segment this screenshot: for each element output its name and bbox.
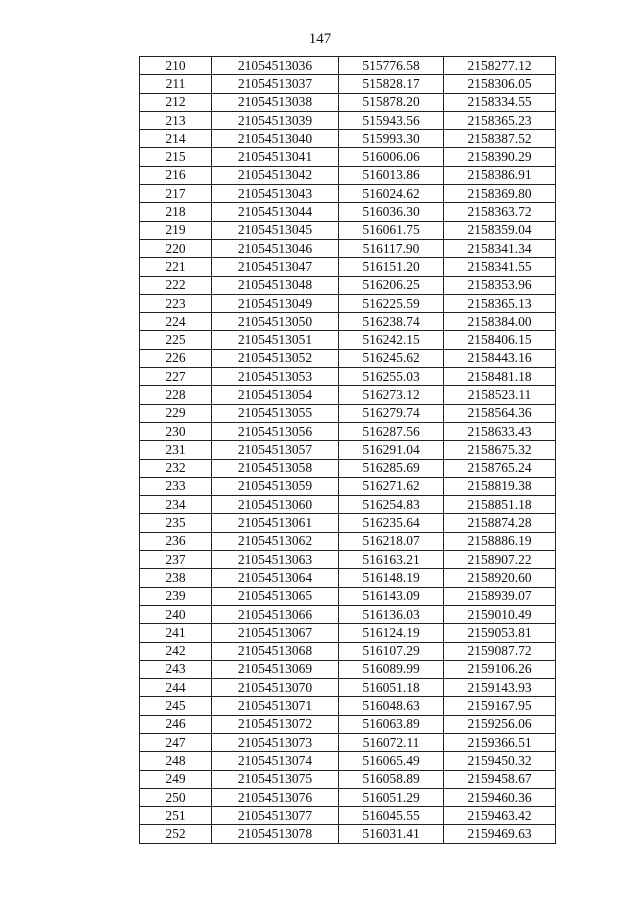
point-number-cell: 225 [140, 331, 212, 349]
y-coordinate-cell: 2158334.55 [444, 93, 556, 111]
table-row [140, 203, 556, 221]
x-coordinate-cell: 515828.17 [339, 75, 444, 93]
x-coordinate-cell: 516148.19 [339, 569, 444, 587]
y-coordinate-cell: 2159053.81 [444, 624, 556, 642]
table-row [140, 569, 556, 587]
point-number-cell: 210 [140, 57, 212, 75]
table-row [140, 294, 556, 312]
point-number-cell: 218 [140, 203, 212, 221]
point-code-cell: 21054513058 [212, 459, 339, 477]
point-code-cell: 21054513045 [212, 221, 339, 239]
y-coordinate-cell: 2158277.12 [444, 57, 556, 75]
point-code-cell: 21054513055 [212, 404, 339, 422]
x-coordinate-cell: 516063.89 [339, 715, 444, 733]
point-code-cell: 21054513073 [212, 733, 339, 751]
point-code-cell: 21054513059 [212, 477, 339, 495]
table-row [140, 313, 556, 331]
y-coordinate-cell: 2159106.26 [444, 660, 556, 678]
x-coordinate-cell: 516013.86 [339, 166, 444, 184]
point-number-cell: 221 [140, 258, 212, 276]
table-row [140, 733, 556, 751]
y-coordinate-cell: 2158365.13 [444, 294, 556, 312]
point-number-cell: 237 [140, 551, 212, 569]
x-coordinate-cell: 516006.06 [339, 148, 444, 166]
point-number-cell: 232 [140, 459, 212, 477]
table-row [140, 221, 556, 239]
point-number-cell: 230 [140, 422, 212, 440]
table-row [140, 605, 556, 623]
x-coordinate-cell: 516089.99 [339, 660, 444, 678]
point-number-cell: 244 [140, 679, 212, 697]
point-code-cell: 21054513040 [212, 130, 339, 148]
x-coordinate-cell: 516143.09 [339, 587, 444, 605]
x-coordinate-cell: 516124.19 [339, 624, 444, 642]
x-coordinate-cell: 516245.62 [339, 349, 444, 367]
table-row [140, 697, 556, 715]
x-coordinate-cell: 516238.74 [339, 313, 444, 331]
table-row [140, 239, 556, 257]
x-coordinate-cell: 515943.56 [339, 111, 444, 129]
table-row [140, 642, 556, 660]
y-coordinate-cell: 2159087.72 [444, 642, 556, 660]
page-number: 147 [308, 31, 332, 47]
table-row [140, 441, 556, 459]
table-row [140, 258, 556, 276]
point-code-cell: 21054513044 [212, 203, 339, 221]
x-coordinate-cell: 515878.20 [339, 93, 444, 111]
y-coordinate-cell: 2158886.19 [444, 532, 556, 550]
table-row [140, 752, 556, 770]
table-row [140, 185, 556, 203]
table-row [140, 422, 556, 440]
x-coordinate-cell: 516136.03 [339, 605, 444, 623]
table-row [140, 624, 556, 642]
table-row [140, 331, 556, 349]
point-number-cell: 236 [140, 532, 212, 550]
x-coordinate-cell: 516072.11 [339, 733, 444, 751]
x-coordinate-cell: 516242.15 [339, 331, 444, 349]
y-coordinate-cell: 2158564.36 [444, 404, 556, 422]
table-row [140, 130, 556, 148]
x-coordinate-cell: 516058.89 [339, 770, 444, 788]
y-coordinate-cell: 2158365.23 [444, 111, 556, 129]
point-code-cell: 21054513069 [212, 660, 339, 678]
point-code-cell: 21054513060 [212, 496, 339, 514]
x-coordinate-cell: 516254.83 [339, 496, 444, 514]
point-number-cell: 239 [140, 587, 212, 605]
x-coordinate-cell: 516271.62 [339, 477, 444, 495]
table-row [140, 57, 556, 75]
point-number-cell: 238 [140, 569, 212, 587]
point-number-cell: 242 [140, 642, 212, 660]
point-number-cell: 248 [140, 752, 212, 770]
y-coordinate-cell: 2158387.52 [444, 130, 556, 148]
table-row [140, 404, 556, 422]
point-code-cell: 21054513067 [212, 624, 339, 642]
y-coordinate-cell: 2158369.80 [444, 185, 556, 203]
point-number-cell: 245 [140, 697, 212, 715]
table-row [140, 276, 556, 294]
table-row [140, 477, 556, 495]
point-number-cell: 233 [140, 477, 212, 495]
x-coordinate-cell: 516031.41 [339, 825, 444, 843]
y-coordinate-cell: 2158633.43 [444, 422, 556, 440]
x-coordinate-cell: 516206.25 [339, 276, 444, 294]
point-number-cell: 227 [140, 368, 212, 386]
y-coordinate-cell: 2159167.95 [444, 697, 556, 715]
point-code-cell: 21054513049 [212, 294, 339, 312]
point-code-cell: 21054513048 [212, 276, 339, 294]
y-coordinate-cell: 2158523.11 [444, 386, 556, 404]
coordinates-table-body [140, 57, 556, 844]
point-code-cell: 21054513066 [212, 605, 339, 623]
x-coordinate-cell: 516225.59 [339, 294, 444, 312]
table-row [140, 496, 556, 514]
point-number-cell: 234 [140, 496, 212, 514]
x-coordinate-cell: 516061.75 [339, 221, 444, 239]
table-row [140, 715, 556, 733]
table-row [140, 166, 556, 184]
point-code-cell: 21054513037 [212, 75, 339, 93]
point-code-cell: 21054513051 [212, 331, 339, 349]
point-number-cell: 226 [140, 349, 212, 367]
point-code-cell: 21054513042 [212, 166, 339, 184]
x-coordinate-cell: 516235.64 [339, 514, 444, 532]
point-number-cell: 246 [140, 715, 212, 733]
table-row [140, 660, 556, 678]
point-code-cell: 21054513078 [212, 825, 339, 843]
point-code-cell: 21054513065 [212, 587, 339, 605]
y-coordinate-cell: 2158386.91 [444, 166, 556, 184]
point-number-cell: 224 [140, 313, 212, 331]
x-coordinate-cell: 516036.30 [339, 203, 444, 221]
point-number-cell: 216 [140, 166, 212, 184]
point-number-cell: 215 [140, 148, 212, 166]
point-code-cell: 21054513071 [212, 697, 339, 715]
x-coordinate-cell: 516045.55 [339, 807, 444, 825]
x-coordinate-cell: 516117.90 [339, 239, 444, 257]
point-number-cell: 223 [140, 294, 212, 312]
point-number-cell: 231 [140, 441, 212, 459]
table-row [140, 825, 556, 843]
point-code-cell: 21054513072 [212, 715, 339, 733]
y-coordinate-cell: 2159010.49 [444, 605, 556, 623]
point-number-cell: 214 [140, 130, 212, 148]
x-coordinate-cell: 516291.04 [339, 441, 444, 459]
x-coordinate-cell: 515993.30 [339, 130, 444, 148]
point-number-cell: 213 [140, 111, 212, 129]
point-code-cell: 21054513036 [212, 57, 339, 75]
y-coordinate-cell: 2159469.63 [444, 825, 556, 843]
point-code-cell: 21054513076 [212, 788, 339, 806]
point-number-cell: 247 [140, 733, 212, 751]
y-coordinate-cell: 2158765.24 [444, 459, 556, 477]
x-coordinate-cell: 516024.62 [339, 185, 444, 203]
point-number-cell: 240 [140, 605, 212, 623]
point-code-cell: 21054513038 [212, 93, 339, 111]
y-coordinate-cell: 2158363.72 [444, 203, 556, 221]
point-number-cell: 243 [140, 660, 212, 678]
point-number-cell: 241 [140, 624, 212, 642]
point-code-cell: 21054513063 [212, 551, 339, 569]
point-number-cell: 235 [140, 514, 212, 532]
x-coordinate-cell: 516285.69 [339, 459, 444, 477]
x-coordinate-cell: 516255.03 [339, 368, 444, 386]
point-number-cell: 229 [140, 404, 212, 422]
y-coordinate-cell: 2158341.55 [444, 258, 556, 276]
table-row [140, 75, 556, 93]
table-row [140, 386, 556, 404]
y-coordinate-cell: 2158341.34 [444, 239, 556, 257]
y-coordinate-cell: 2158907.22 [444, 551, 556, 569]
point-code-cell: 21054513046 [212, 239, 339, 257]
point-code-cell: 21054513057 [212, 441, 339, 459]
y-coordinate-cell: 2158851.18 [444, 496, 556, 514]
y-coordinate-cell: 2158920.60 [444, 569, 556, 587]
point-code-cell: 21054513054 [212, 386, 339, 404]
table-row [140, 770, 556, 788]
point-code-cell: 21054513050 [212, 313, 339, 331]
y-coordinate-cell: 2158481.18 [444, 368, 556, 386]
x-coordinate-cell: 516218.07 [339, 532, 444, 550]
x-coordinate-cell: 516051.18 [339, 679, 444, 697]
x-coordinate-cell: 516151.20 [339, 258, 444, 276]
y-coordinate-cell: 2158353.96 [444, 276, 556, 294]
point-number-cell: 249 [140, 770, 212, 788]
point-code-cell: 21054513061 [212, 514, 339, 532]
point-number-cell: 212 [140, 93, 212, 111]
point-number-cell: 222 [140, 276, 212, 294]
point-code-cell: 21054513047 [212, 258, 339, 276]
y-coordinate-cell: 2159256.06 [444, 715, 556, 733]
table-row [140, 368, 556, 386]
point-number-cell: 217 [140, 185, 212, 203]
point-number-cell: 211 [140, 75, 212, 93]
x-coordinate-cell: 516065.49 [339, 752, 444, 770]
table-row [140, 514, 556, 532]
table-row [140, 111, 556, 129]
point-code-cell: 21054513075 [212, 770, 339, 788]
x-coordinate-cell: 516273.12 [339, 386, 444, 404]
x-coordinate-cell: 516287.56 [339, 422, 444, 440]
y-coordinate-cell: 2159460.36 [444, 788, 556, 806]
y-coordinate-cell: 2158939.07 [444, 587, 556, 605]
x-coordinate-cell: 516279.74 [339, 404, 444, 422]
table-row [140, 587, 556, 605]
point-code-cell: 21054513070 [212, 679, 339, 697]
y-coordinate-cell: 2159366.51 [444, 733, 556, 751]
point-code-cell: 21054513041 [212, 148, 339, 166]
point-number-cell: 228 [140, 386, 212, 404]
y-coordinate-cell: 2158359.04 [444, 221, 556, 239]
y-coordinate-cell: 2158384.00 [444, 313, 556, 331]
point-code-cell: 21054513064 [212, 569, 339, 587]
y-coordinate-cell: 2158306.05 [444, 75, 556, 93]
y-coordinate-cell: 2158443.16 [444, 349, 556, 367]
y-coordinate-cell: 2159463.42 [444, 807, 556, 825]
point-code-cell: 21054513074 [212, 752, 339, 770]
point-code-cell: 21054513053 [212, 368, 339, 386]
y-coordinate-cell: 2158406.15 [444, 331, 556, 349]
x-coordinate-cell: 516048.63 [339, 697, 444, 715]
y-coordinate-cell: 2158874.28 [444, 514, 556, 532]
table-row [140, 788, 556, 806]
point-code-cell: 21054513068 [212, 642, 339, 660]
coordinates-table [139, 56, 556, 844]
table-row [140, 93, 556, 111]
y-coordinate-cell: 2159458.67 [444, 770, 556, 788]
point-number-cell: 251 [140, 807, 212, 825]
x-coordinate-cell: 516051.29 [339, 788, 444, 806]
table-row [140, 551, 556, 569]
table-row [140, 148, 556, 166]
y-coordinate-cell: 2158675.32 [444, 441, 556, 459]
point-code-cell: 21054513043 [212, 185, 339, 203]
table-row [140, 459, 556, 477]
point-code-cell: 21054513062 [212, 532, 339, 550]
point-code-cell: 21054513056 [212, 422, 339, 440]
point-code-cell: 21054513039 [212, 111, 339, 129]
y-coordinate-cell: 2159143.93 [444, 679, 556, 697]
y-coordinate-cell: 2159450.32 [444, 752, 556, 770]
y-coordinate-cell: 2158390.29 [444, 148, 556, 166]
x-coordinate-cell: 516107.29 [339, 642, 444, 660]
point-number-cell: 220 [140, 239, 212, 257]
point-number-cell: 219 [140, 221, 212, 239]
point-code-cell: 21054513052 [212, 349, 339, 367]
table-row [140, 532, 556, 550]
x-coordinate-cell: 515776.58 [339, 57, 444, 75]
point-number-cell: 252 [140, 825, 212, 843]
table-row [140, 807, 556, 825]
table-row [140, 679, 556, 697]
y-coordinate-cell: 2158819.38 [444, 477, 556, 495]
point-number-cell: 250 [140, 788, 212, 806]
table-row [140, 349, 556, 367]
x-coordinate-cell: 516163.21 [339, 551, 444, 569]
point-code-cell: 21054513077 [212, 807, 339, 825]
